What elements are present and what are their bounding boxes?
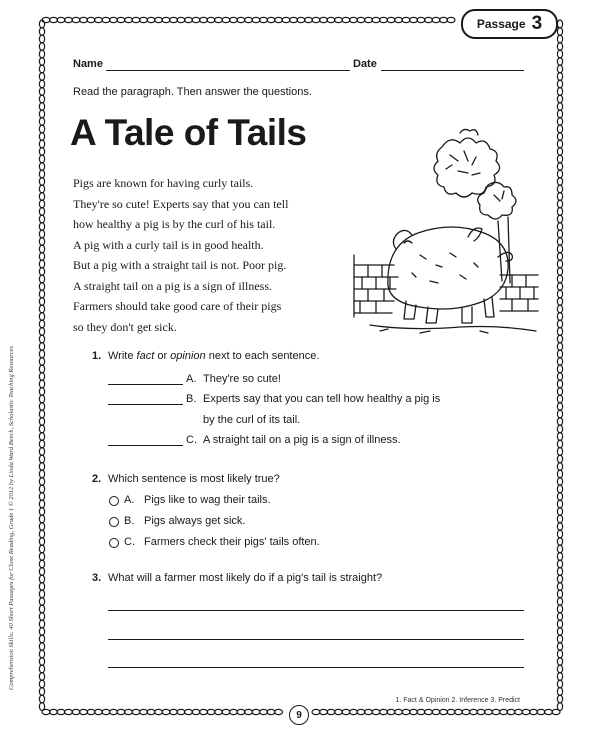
question-1-prompt-mid: or — [154, 350, 171, 362]
item-text: Experts say that you can tell how healthy a pig is — [203, 393, 441, 405]
instructions: Read the paragraph. Then answer the questions. — [73, 86, 312, 98]
option-text: Pigs always get sick. — [144, 515, 246, 527]
story-line: A pig with a curly tail is in good health. — [73, 237, 264, 252]
question-1-prompt-end: next to each sentence. — [205, 350, 320, 362]
question-1-prompt — [108, 350, 319, 362]
answer-blank-1b[interactable] — [108, 393, 183, 405]
answer-line[interactable] — [108, 639, 524, 640]
story-line: But a pig with a straight tail is not. Poor pig. — [73, 258, 287, 272]
page-number: 9 — [289, 705, 309, 725]
passage-number: 3 — [531, 13, 543, 34]
item-letter: C. — [186, 434, 197, 446]
date-label: Date — [353, 58, 377, 70]
passage-label: Passage — [476, 17, 526, 31]
chain-border-right — [557, 20, 562, 711]
item-text: A straight tail on a pig is a sign of illness. — [203, 434, 401, 446]
answer-blank-1a[interactable] — [108, 373, 183, 385]
option-text: Pigs like to wag their tails. — [144, 494, 271, 506]
question-2-prompt: Which sentence is most likely true? — [108, 473, 280, 485]
question-1-number: 1. — [92, 350, 102, 362]
answer-line[interactable] — [108, 610, 524, 611]
story-line: A straight tail on a pig is a sign of illness. — [73, 278, 272, 293]
option-letter: B. — [124, 515, 135, 527]
answer-blank-1c[interactable] — [108, 434, 183, 446]
item-text-continued: by the curl of its tail. — [203, 414, 301, 426]
radio-option-a[interactable] — [109, 496, 119, 506]
option-text: Farmers check their pigs' tails often. — [144, 536, 320, 548]
passage-tab — [461, 9, 558, 39]
question-3-number: 3. — [92, 572, 102, 584]
page-title: A Tale of Tails — [70, 112, 307, 153]
option-letter: C. — [124, 536, 135, 548]
name-field[interactable] — [106, 70, 350, 71]
name-label: Name — [73, 58, 103, 70]
story-line: Pigs are known for having curly tails. — [73, 176, 254, 190]
story-paragraph — [73, 173, 353, 337]
item-letter: A. — [186, 373, 197, 385]
story-line: Farmers should take good care of their pigs — [73, 299, 282, 313]
pig-illustration-icon — [350, 125, 540, 335]
answer-line[interactable] — [108, 667, 524, 668]
chain-border-left — [39, 20, 44, 711]
story-line: how healthy a pig is by the curl of his tail. — [73, 217, 276, 231]
radio-option-c[interactable] — [109, 538, 119, 548]
question-1-prompt-start: Write — [108, 350, 137, 362]
date-field[interactable] — [381, 70, 524, 71]
skills-list: 1. Fact & Opinion 2. Inference 3. Predict — [395, 697, 520, 704]
question-1-prompt-fact: fact — [136, 350, 155, 362]
question-3-prompt: What will a farmer most likely do if a pig's tail is straight? — [108, 572, 383, 584]
story-line: so they don't get sick. — [73, 319, 177, 334]
question-1-prompt-opinion: opinion — [170, 350, 206, 362]
item-text: They're so cute! — [203, 373, 281, 385]
item-letter: B. — [186, 393, 197, 405]
copyright-text: Comprehension Skills: 40 Short Passages for Close Reading, Grade 1 © 2012 by Linda Ward Beech, Scholastic Teaching Resources — [8, 346, 15, 690]
story-line: They're so cute! Experts say that you can tell — [73, 196, 289, 211]
question-2-number: 2. — [92, 473, 102, 485]
option-letter: A. — [124, 494, 135, 506]
radio-option-b[interactable] — [109, 517, 119, 527]
chain-border-top — [42, 17, 455, 22]
